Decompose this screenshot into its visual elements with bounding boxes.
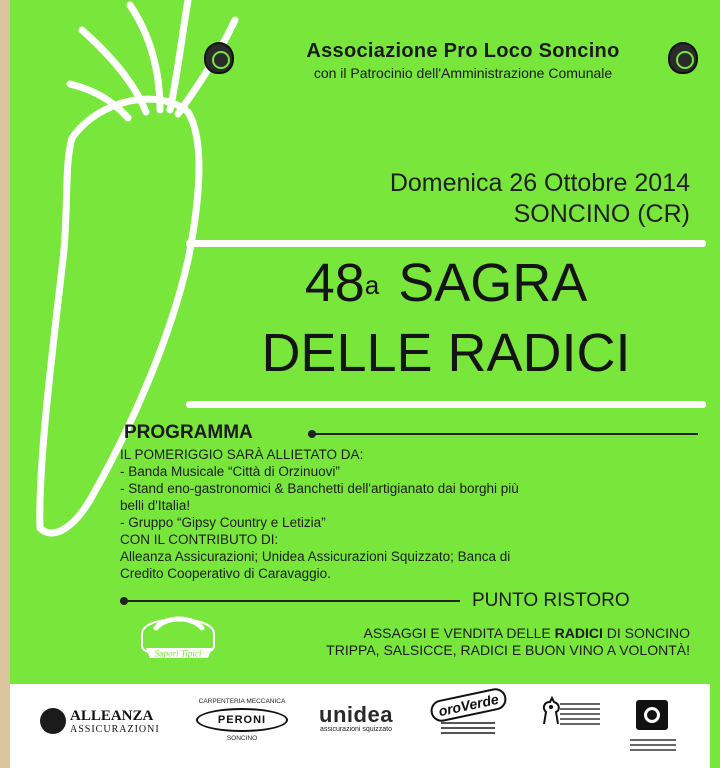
title-line-2: DELLE RADICI <box>261 323 631 383</box>
sponsor-bank <box>626 692 682 762</box>
program-line: - Stand eno-gastronomici & Banchetti dell'artigianato dai borghi più <box>120 481 519 496</box>
edition-suffix: a <box>364 270 380 300</box>
ristoro-divider <box>120 600 460 602</box>
sponsor-oroverde <box>428 690 508 760</box>
ristoro-heading: PUNTO RISTORO <box>472 590 630 611</box>
program-heading: PROGRAMMA <box>124 422 253 443</box>
alleanza-name: ALLEANZA <box>70 708 154 724</box>
bank-logo-icon <box>636 700 668 730</box>
sapori-tipici-badge-icon <box>122 604 234 664</box>
ristoro-line-1-bold: RADICI <box>554 625 603 641</box>
unidea-name: unidea <box>319 702 393 727</box>
ristoro-description <box>240 625 690 659</box>
oroverde-address <box>441 722 495 734</box>
header <box>238 40 688 81</box>
event-date: Domenica 26 Ottobre 2014 <box>389 169 690 197</box>
title-line-1 <box>186 248 706 318</box>
ristoro-line-1 <box>240 625 690 642</box>
edition-number: 48 <box>304 253 365 313</box>
unidea-sub: assicurazioni squizzato <box>320 726 392 733</box>
alleanza-logo-icon <box>40 708 66 734</box>
left-crest-icon <box>204 42 234 74</box>
program-divider <box>308 433 698 435</box>
program-line: CON IL CONTRIBUTO DI: <box>120 532 279 547</box>
peroni-logo <box>196 708 288 732</box>
program-line: - Banda Musicale “Città di Orzinuovi” <box>120 464 340 479</box>
poster <box>10 0 720 768</box>
peroni-name: PERONI <box>217 714 267 726</box>
program-line: Alleanza Assicurazioni; Unidea Assicurazioni Squizzato; Banca di <box>120 549 511 564</box>
sponsor-alleanza <box>40 704 170 744</box>
title-word-sagra: SAGRA <box>398 253 588 313</box>
event-place: SONCINO (CR) <box>513 200 690 228</box>
association-name: Associazione Pro Loco Soncino <box>306 40 620 62</box>
program-list <box>120 446 710 582</box>
program-line: IL POMERIGGIO SARÀ ALLIETATO DA: <box>120 447 364 462</box>
sponsor-deer <box>522 694 604 760</box>
event-date-block <box>210 168 690 230</box>
title-rule-top <box>186 240 706 247</box>
ristoro-line-1-post: DI SONCINO <box>602 625 690 641</box>
program-line: Credito Cooperativo di Caravaggio. <box>120 566 331 581</box>
ristoro-line-1-pre: ASSAGGI E VENDITA DELLE <box>363 625 555 641</box>
event-title <box>186 248 706 388</box>
program-line: belli d'Italia! <box>120 498 191 513</box>
alleanza-sub: ASSICURAZIONI <box>70 724 160 735</box>
ristoro-line-2: TRIPPA, SALSICCE, RADICI E BUON VINO A VOLONTÀ! <box>326 642 690 658</box>
title-rule-bottom <box>186 401 706 408</box>
oroverde-name: oroVerde <box>428 686 508 724</box>
sponsor-peroni <box>192 698 292 754</box>
program-line: - Gruppo “Gipsy Country e Letizia” <box>120 515 326 530</box>
badge-text: Sapori Tipici <box>154 648 202 659</box>
peroni-top: CARPENTERIA MECCANICA <box>198 698 286 705</box>
sponsor-unidea <box>306 702 406 746</box>
sponsor-footer <box>10 684 710 768</box>
patronage-line: con il Patrocinio dell'Amministrazione Comunale <box>313 65 613 81</box>
peroni-bottom: SONCINO <box>226 735 258 742</box>
